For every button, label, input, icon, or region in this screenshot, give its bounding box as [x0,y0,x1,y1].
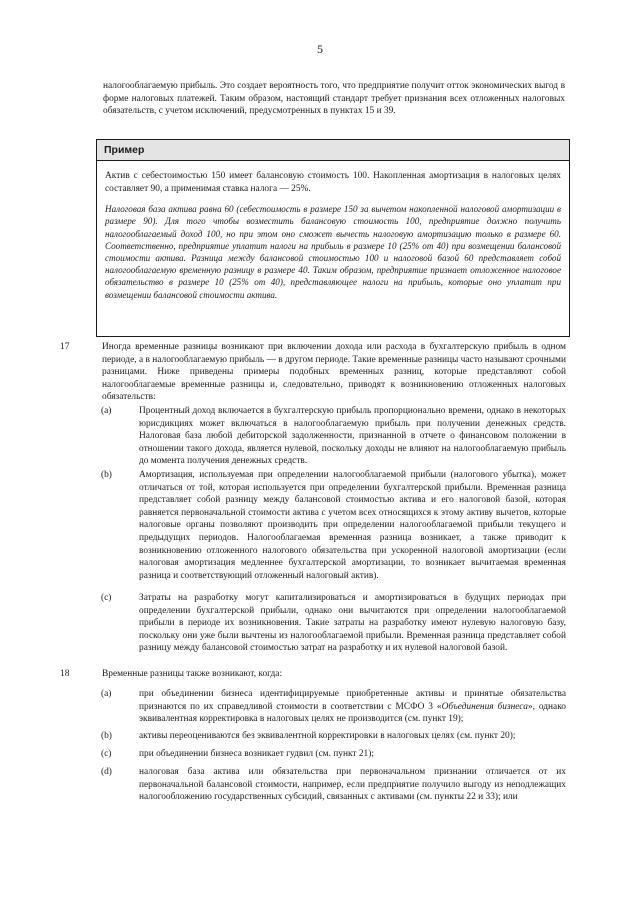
list-item-text: активы переоцениваются без эквивалентной корректировки в налоговых целях (см. пункт 20); [139,731,516,741]
standard-title: Объединения бизнеса [441,701,528,712]
paragraph-number: 18 [60,668,70,679]
list-item-17a [101,405,566,468]
list-item-text [139,688,566,726]
intro-paragraph: налогооблагаемую прибыль. Это создает вероятность того, что предприятие получит отток экономических выгод в форме налоговых платежей. Таким образом, настоящий стандарт требует признания всех отложенных налоговых обязательств, с учетом исключений, предусмотренных в пунктах 15 и 39. [103,81,565,117]
paragraph-number: 17 [60,341,70,352]
list-item-text: Амортизация, используемая при определении налогооблагаемой прибыли (налогового убытка), может отличаться от той, которая используется при определении бухгалтерской прибыли. Временная разница представляет собой разницу между балансовой стоимостью актива и его налоговой базой, которая равняется первоначальной стоимости актива с учетом всех относящихся к этому активу вычетов, которые налоговые органы позволяют производить при определении налогооблагаемой прибыли текущего и предыдущих периодов. Налогооблагаемая временная разница возникает, а также приводит к возникновению отложенного налогового обязательства при ускоренной налоговой амортизации (если налоговая амортизация медленнее бухгалтерской амортизации, то возникает вычитаемая временная разница и соответствующий отложенный налоговый актив). [139,470,566,581]
list-item-18c [101,748,566,761]
list-item-17b [101,469,566,582]
text-before: при объединении бизнеса идентифицируемые приобретенные активы и принятые обязательства признаются по их справедливой стоимости в соответствии с МСФО 3 « [139,689,566,712]
list-item-label: (d) [101,767,112,777]
paragraph-text: Временные разницы также возникают, когда: [102,669,283,679]
page-number: 5 [317,42,323,56]
list-item-label: (b) [101,470,112,480]
list-item-label: (a) [101,406,112,416]
list-item-text: при объединении бизнеса возникает гудвил (см. пункт 21); [139,749,374,759]
paragraph-17 [60,341,566,404]
list-item-18b [101,730,566,743]
example-solution: Налоговая база актива равна 60 (себестоимость в размере 150 за вычетом накопленной налоговой амортизации в размере 90). Для того чтобы возместить балансовую стоимость 100, предприятие должно получить налогооблагаемый доход 100, но при этом оно сможет вычесть налоговую амортизацию только в размере 60. Соответственно, предприятие уплатит налоги на прибыль в размере 10 (25% от 40) при возмещении балансовой стоимости актива. Разница между балансовой стоимостью 100 и налоговой базой 60 представляет собой налогооблагаемую временную разницу в размере 40. Таким образом, предприятие признает отложенное налоговое обязательство в размере 10 (25% от 40), представляющее налоги на прибыль, которые оно уплатит при возмещении балансовой стоимости актива. [105,204,561,300]
paragraph-18 [60,668,566,681]
example-title: Пример [97,140,569,161]
list-item-text: Процентный доход включается в бухгалтерскую прибыль пропорционально времени, однако в некоторых юрисдикциях может включаться в налогооблагаемую прибыль при получении денежных средств. Налоговая база любой дебиторской задолженности, признанной в отчете о финансовом положении в отношении такого дохода, является нулевой, поскольку доходы не влияют на налогооблагаемую прибыль до момента получения денежных средств. [139,406,566,467]
list-item-label: (c) [101,593,112,603]
list-item-text: налоговая база актива или обязательства при первоначальном признании отличается от их первоначальной балансовой стоимости, например, если предприятие получило выгоду из неподлежащих налогообложению государственных субсидий, связанных с активами (см. пункты 22 и 33); или [139,767,566,803]
list-item-label: (a) [101,689,112,699]
example-statement: Актив с себестоимостью 150 имеет балансовую стоимость 100. Накопленная амортизация в налоговых целях составляет 90, а применимая ставка налога — 25%. [105,171,561,194]
list-item-label: (b) [101,731,112,741]
text-after: », однако эквивалентная корректировка в налоговых целях не производится (см. пункт 19); [139,701,566,725]
list-item-label: (c) [101,749,112,759]
list-item-17c [101,592,566,655]
paragraph-text: Иногда временные разницы возникают при включении дохода или расхода в бухгалтерскую прибыль в одном периоде, а в налогооблагаемую прибыль — в другом периоде. Такие временные разницы часто называют срочными разницами. Ниже приведены примеры подобных временных разниц, которые представляют собой налогооблагаемые временные разницы и, следовательно, приводят к возникновению отложенных налоговых обязательств: [102,342,566,403]
list-item-18d [101,766,566,804]
list-item-18a [101,688,566,726]
example-box [96,139,570,337]
list-item-text: Затраты на разработку могут капитализироваться и амортизироваться в будущих периодах при определении бухгалтерской прибыли, однако они вычитаются при определении налогооблагаемой прибыли в периоде их возникновения. Такие затраты на разработку имеют нулевую налоговую базу, поскольку они уже были вычтены из налогооблагаемой прибыли. Временная разница представляет собой разницу между балансовой стоимостью затрат на разработку и их нулевой налоговой базой. [139,593,566,654]
